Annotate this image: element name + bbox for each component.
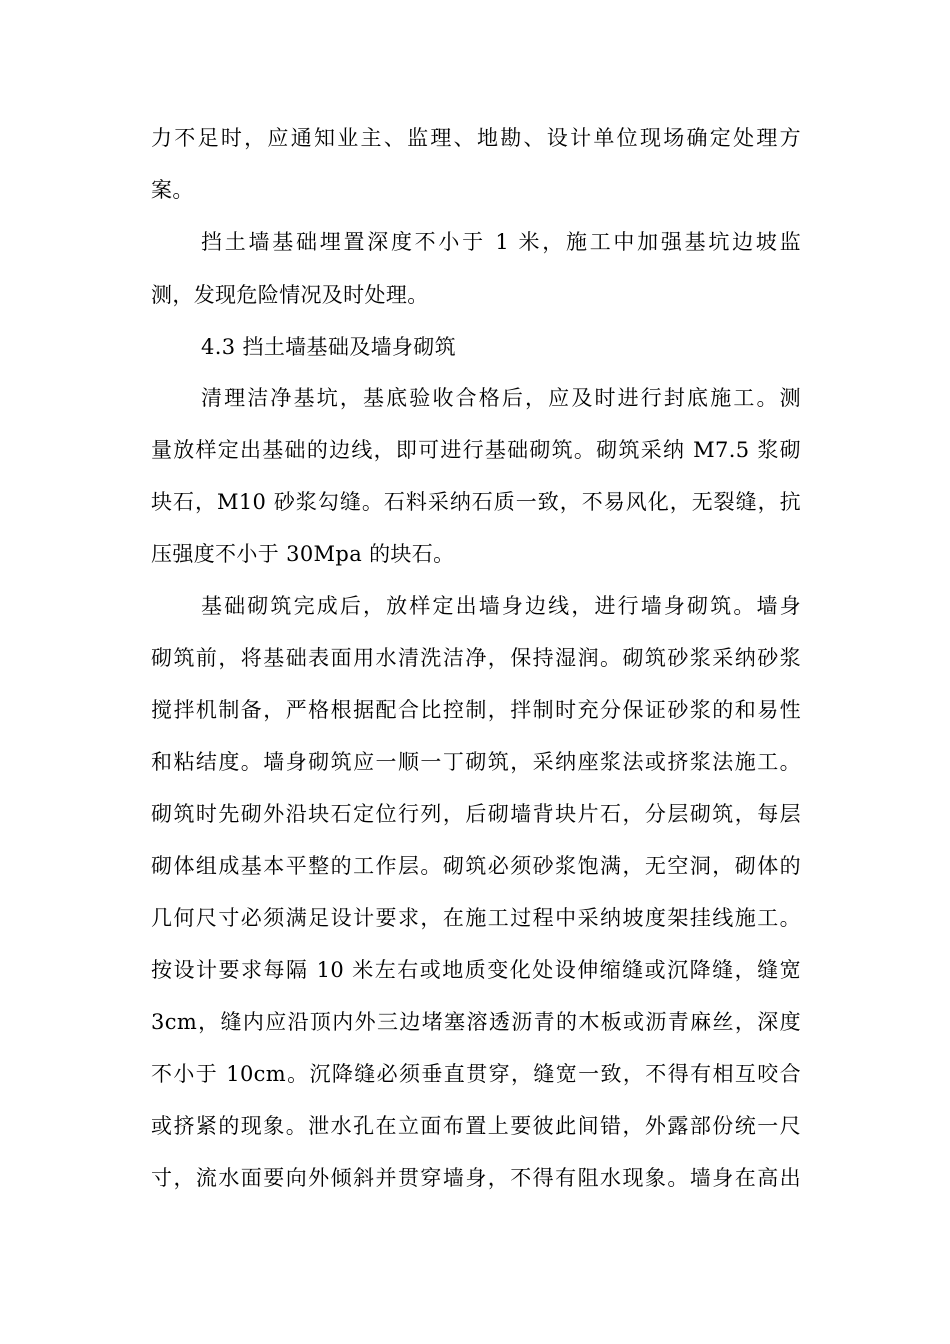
paragraph-line: 3cm，缝内应沿顶内外三边堵塞溶透沥青的木板或沥青麻丝，深度: [151, 1010, 801, 1034]
paragraph-line: 和粘结度。墙身砌筑应一顺一丁砌筑，采纳座浆法或挤浆法施工。: [151, 750, 801, 774]
paragraph-line: 挡土墙基础埋置深度不小于 1 米，施工中加强基坑边坡监: [201, 230, 801, 254]
paragraph-line: 搅拌机制备，严格根据配合比控制，拌制时充分保证砂浆的和易性: [151, 698, 801, 722]
paragraph-line: 砌筑时先砌外沿块石定位行列，后砌墙背块片石，分层砌筑，每层: [151, 802, 801, 826]
paragraph-line: 或挤紧的现象。泄水孔在立面布置上要彼此间错，外露部份统一尺: [151, 1114, 801, 1138]
paragraph-line: 测，发现危险情况及时处理。: [151, 283, 429, 307]
paragraph-line: 力不足时，应通知业主、监理、地勘、设计单位现场确定处理方: [151, 126, 801, 150]
paragraph-line: 寸，流水面要向外倾斜并贯穿墙身，不得有阻水现象。墙身在高出: [151, 1166, 801, 1190]
paragraph-line: 砌体组成基本平整的工作层。砌筑必须砂浆饱满，无空洞，砌体的: [151, 854, 801, 878]
paragraph-line: 清理洁净基坑，基底验收合格后，应及时进行封底施工。测: [201, 386, 801, 410]
paragraph-line: 几何尺寸必须满足设计要求，在施工过程中采纳坡度架挂线施工。: [151, 906, 801, 930]
paragraph-line: 基础砌筑完成后，放样定出墙身边线，进行墙身砌筑。墙身: [201, 594, 801, 618]
paragraph-line: 不小于 10cm。沉降缝必须垂直贯穿，缝宽一致，不得有相互咬合: [151, 1062, 801, 1086]
paragraph-line: 压强度不小于 30Mpa 的块石。: [151, 542, 455, 566]
section-heading: 4.3 挡土墙基础及墙身砌筑: [201, 335, 456, 359]
paragraph-line: 案。: [151, 178, 194, 202]
paragraph-line: 按设计要求每隔 10 米左右或地质变化处设伸缩缝或沉降缝，缝宽: [151, 958, 801, 982]
paragraph-line: 砌筑前，将基础表面用水清洗洁净，保持湿润。砌筑砂浆采纳砂浆: [151, 646, 801, 670]
paragraph-line: 块石，M10 砂浆勾缝。石料采纳石质一致，不易风化，无裂缝，抗: [151, 490, 801, 514]
paragraph-line: 量放样定出基础的边线，即可进行基础砌筑。砌筑采纳 M7.5 浆砌: [151, 438, 801, 462]
